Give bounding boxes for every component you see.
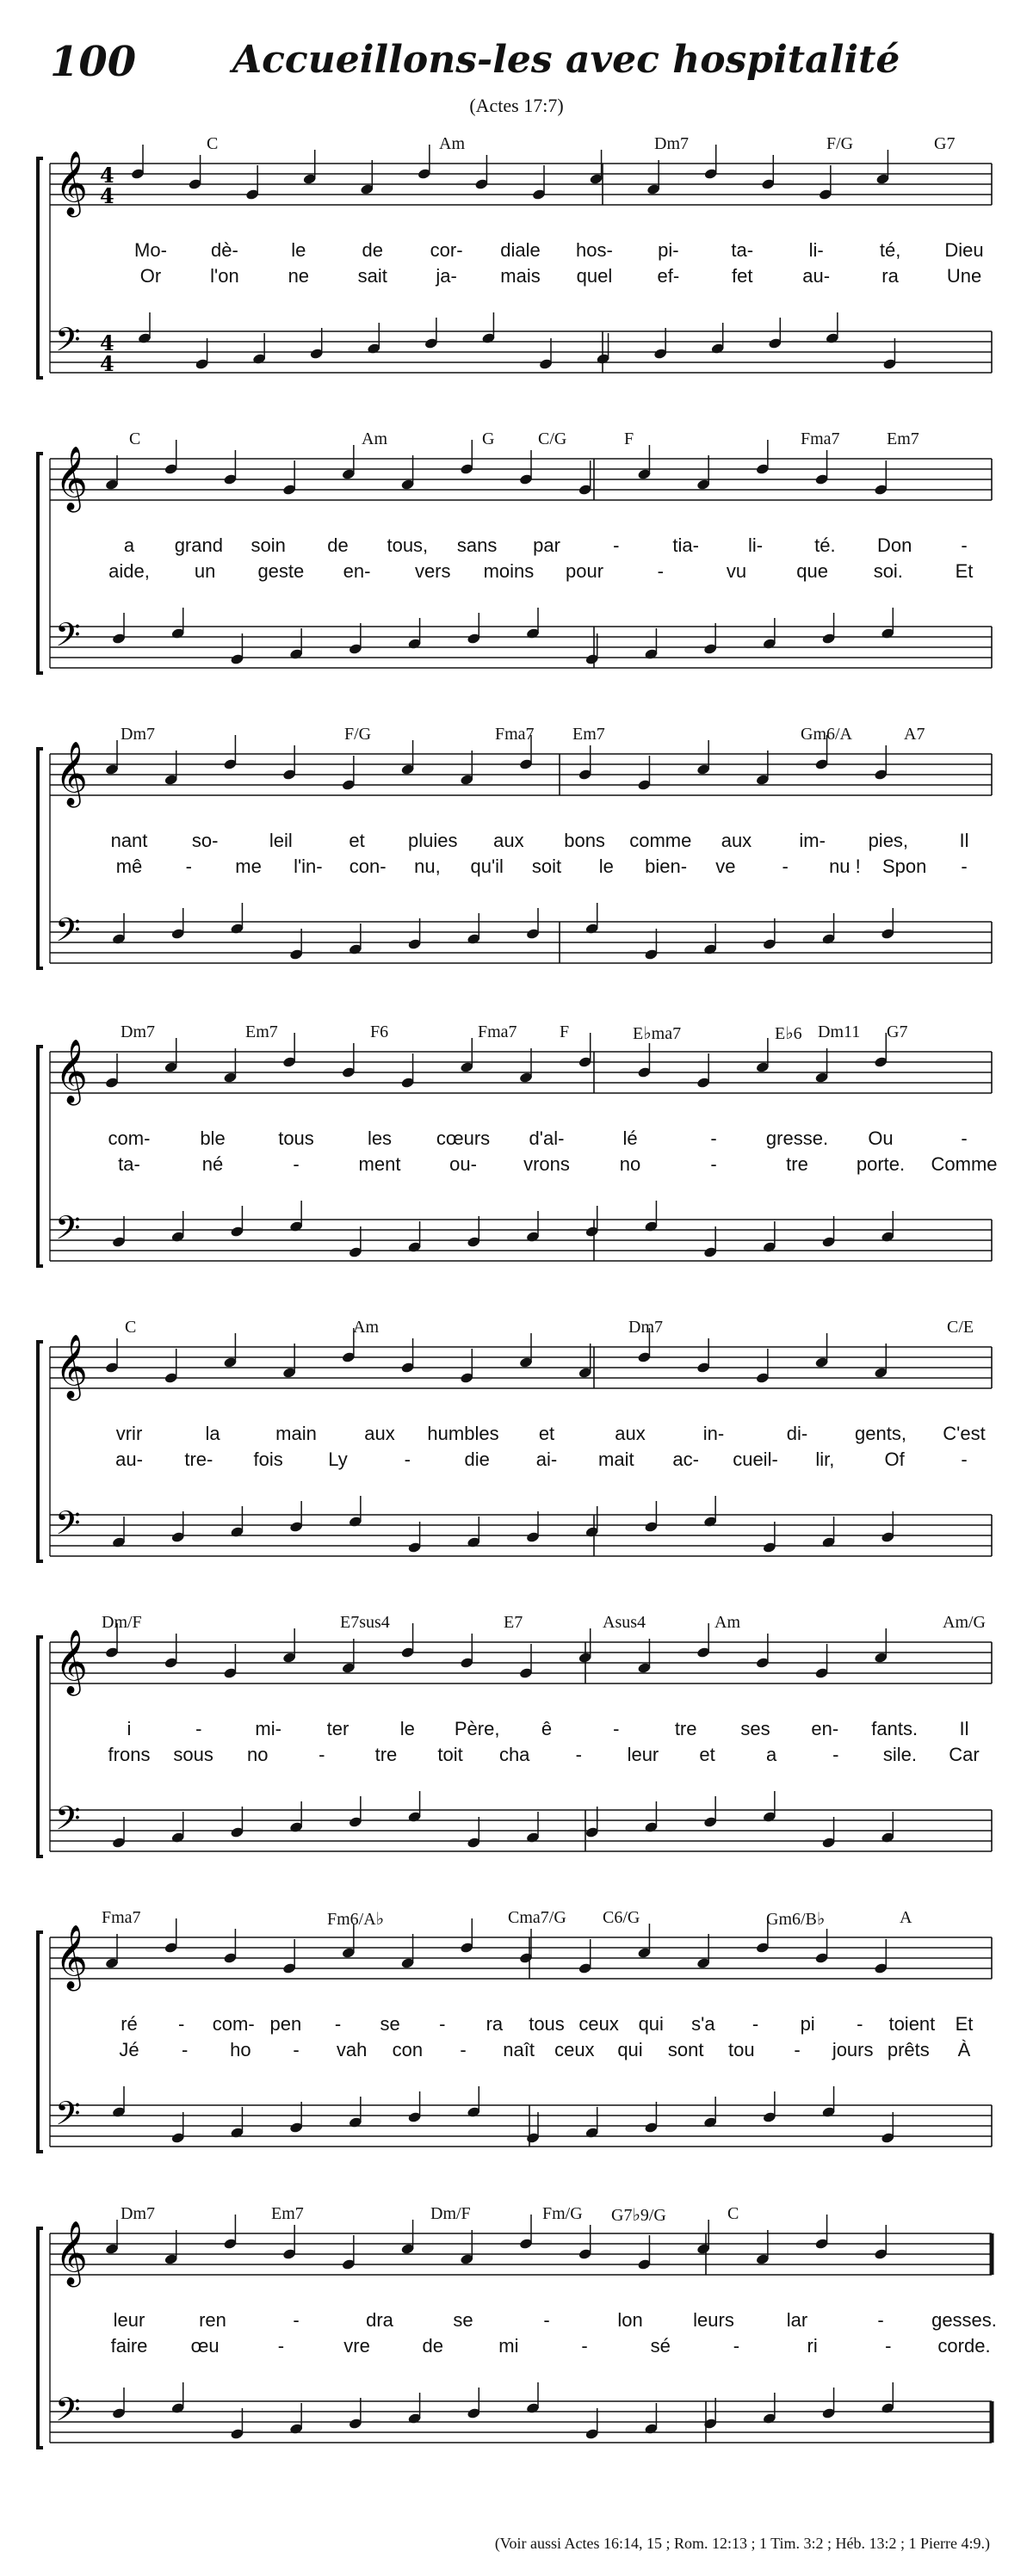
system-bracket <box>38 158 43 378</box>
lyric-syllable: tre <box>674 1718 697 1739</box>
lyric-syllable: cha <box>498 1744 530 1765</box>
chord-symbol: Em7 <box>572 725 605 744</box>
lyric-syllable: que <box>796 560 828 582</box>
music-system <box>0 129 1033 439</box>
chord-symbol: Am <box>362 429 387 448</box>
lyric-syllable: - <box>782 856 789 877</box>
lyric-syllable: tre <box>374 1744 398 1765</box>
lyric-syllable: li- <box>808 239 824 261</box>
time-sig-bottom: 4 <box>100 183 114 208</box>
lyric-syllable: ve <box>715 856 736 877</box>
lyric-syllable: ou- <box>449 1153 477 1175</box>
treble-clef-icon: 𝄞 <box>55 2221 88 2285</box>
lyric-syllable: Ou <box>868 1127 894 1149</box>
lyric-syllable: C'est <box>943 1423 986 1444</box>
chord-symbol: Gm6/B♭ <box>766 1910 826 1929</box>
lyric-syllable: leur <box>113 2309 145 2331</box>
time-sig-top: 4 <box>100 330 114 355</box>
lyric-syllable: - <box>277 2335 285 2357</box>
lyric-syllable: tous <box>278 1127 314 1149</box>
lyric-syllable: la <box>205 1423 220 1444</box>
lyric-syllable: - <box>185 856 192 877</box>
lyric-syllable: ta- <box>118 1153 140 1175</box>
lyric-syllable: soin <box>251 534 286 556</box>
lyric-syllable: di- <box>786 1423 808 1444</box>
lyric-syllable: sile. <box>882 1744 917 1765</box>
music-system <box>0 2199 1033 2509</box>
lyric-syllable: le <box>291 239 306 261</box>
lyric-syllable: dra <box>366 2309 393 2331</box>
chord-symbol: F/G <box>344 725 372 744</box>
time-sig-top: 4 <box>100 163 114 188</box>
lyric-syllable: pi <box>800 2013 815 2035</box>
system-bracket <box>38 1637 43 1856</box>
lyric-syllable: Comme <box>931 1153 998 1175</box>
chord-symbol: A <box>900 1908 912 1927</box>
lyric-syllable: gresse. <box>765 1127 829 1149</box>
lyric-syllable: - <box>293 2039 300 2060</box>
treble-clef-icon: 𝄞 <box>55 151 88 215</box>
chord-symbol: G7♭9/G <box>611 2206 666 2225</box>
lyric-syllable: mê <box>115 856 143 877</box>
lyric-syllable: ment <box>358 1153 401 1175</box>
chord-symbol: C <box>727 2204 739 2223</box>
chord-symbol: Am <box>439 134 465 153</box>
lyric-syllable: ho <box>230 2039 251 2060</box>
scripture-reference: (Actes 17:7) <box>469 95 564 116</box>
chord-symbol: F <box>560 1022 570 1041</box>
lyric-syllable: - <box>733 2335 740 2357</box>
bass-clef-icon: 𝄢 <box>55 1504 81 1550</box>
lyric-syllable: Jé <box>119 2039 139 2060</box>
music-system <box>0 1313 1033 1622</box>
chord-symbol: Fma7 <box>801 429 840 448</box>
lyric-syllable: aux <box>364 1423 395 1444</box>
lyric-syllable: comme <box>629 830 692 851</box>
lyric-syllable: ceux <box>578 2013 619 2035</box>
lyric-syllable: porte. <box>856 1153 906 1175</box>
lyric-syllable: né <box>201 1153 224 1175</box>
lyric-syllable: Or <box>139 265 162 287</box>
chord-symbol: Em7 <box>887 429 919 448</box>
lyric-syllable: - <box>319 1744 325 1765</box>
lyric-syllable: faire <box>110 2335 148 2357</box>
lyric-syllable: tou <box>728 2039 755 2060</box>
lyric-syllable: Et <box>955 560 974 582</box>
lyric-syllable: de <box>422 2335 443 2357</box>
lyric-syllable: Et <box>955 2013 974 2035</box>
lyric-syllable: no <box>246 1744 269 1765</box>
lyric-syllable: Don <box>876 534 912 556</box>
lyric-syllable: con- <box>349 856 387 877</box>
lyric-syllable: - <box>794 2039 801 2060</box>
bass-clef-icon: 𝄢 <box>55 615 81 662</box>
chord-symbol: F6 <box>370 1022 389 1041</box>
lyric-syllable: - <box>181 2039 189 2060</box>
lyric-syllable: moins <box>483 560 535 582</box>
lyric-syllable: - <box>710 1153 717 1175</box>
chord-symbol: C6/G <box>603 1908 640 1927</box>
lyric-syllable: - <box>293 1153 300 1175</box>
lyric-syllable: Of <box>884 1449 905 1470</box>
chord-symbol: Am <box>714 1613 740 1632</box>
chord-symbol: E♭ma7 <box>633 1024 682 1043</box>
chord-symbol: Dm11 <box>818 1022 861 1041</box>
lyric-syllable: qui <box>617 2039 643 2060</box>
lyric-syllable: dè- <box>211 239 238 261</box>
lyric-syllable: pies, <box>868 830 909 851</box>
treble-clef-icon: 𝄞 <box>55 1630 88 1694</box>
lyric-syllable: nu ! <box>829 856 861 877</box>
lyric-syllable: vah <box>336 2039 368 2060</box>
lyric-syllable: té, <box>879 239 901 261</box>
lyric-syllable: aux <box>721 830 752 851</box>
lyric-syllable: Spon <box>882 856 927 877</box>
chord-symbol: G <box>482 429 495 448</box>
lyric-syllable: au- <box>115 1449 143 1470</box>
lyric-syllable: leur <box>627 1744 659 1765</box>
system-bracket <box>38 1932 43 2152</box>
lyric-syllable: - <box>613 534 620 556</box>
lyric-syllable: sont <box>667 2039 704 2060</box>
lyric-syllable: Père, <box>454 1718 500 1739</box>
lyric-syllable: Dieu <box>944 239 984 261</box>
lyric-syllable: diale <box>500 239 541 261</box>
lyric-syllable: - <box>961 1127 968 1149</box>
chord-symbol: Dm7 <box>121 2204 155 2223</box>
treble-clef-icon: 𝄞 <box>55 1925 88 1989</box>
lyric-syllable: - <box>177 2013 185 2035</box>
chord-symbol: Em7 <box>245 1022 278 1041</box>
chord-symbol: Am <box>353 1318 379 1337</box>
chord-symbol: G7 <box>887 1022 908 1041</box>
lyric-syllable: pluies <box>407 830 458 851</box>
lyric-syllable: ta- <box>731 239 754 261</box>
lyric-syllable: le <box>598 856 614 877</box>
chord-symbol: Fma7 <box>478 1022 517 1041</box>
music-system <box>0 1608 1033 1918</box>
lyric-syllable: Il <box>959 830 969 851</box>
lyric-syllable: a <box>766 1744 777 1765</box>
chord-symbol: C <box>129 429 141 448</box>
lyric-syllable: im- <box>799 830 826 851</box>
lyric-syllable: main <box>275 1423 317 1444</box>
system-bracket <box>38 1342 43 1561</box>
lyric-syllable: vrons <box>523 1153 570 1175</box>
chord-symbol: Gm6/A <box>801 725 852 744</box>
footnote: (Voir aussi Actes 16:14, 15 ; Rom. 12:13 ; 1 Tim. 3:2 ; Héb. 13:2 ; 1 Pierre 4:9.) <box>494 2535 990 2552</box>
lyric-syllable: tre <box>786 1153 808 1175</box>
lyric-syllable: sous <box>173 1744 213 1765</box>
lyric-syllable: pen <box>269 2013 302 2035</box>
lyric-syllable: ne <box>288 265 310 287</box>
lyric-syllable: tre- <box>184 1449 213 1470</box>
lyric-syllable: con <box>392 2039 424 2060</box>
lyric-syllable: cor- <box>430 239 463 261</box>
lyric-syllable: l'on <box>210 265 239 287</box>
lyric-syllable: sé <box>650 2335 671 2357</box>
staff-svg <box>0 720 1033 995</box>
lyric-syllable: - <box>543 2309 550 2331</box>
lyric-syllable: nu, <box>414 856 441 877</box>
lyric-syllable: par <box>533 534 560 556</box>
lyric-syllable: - <box>857 2013 863 2035</box>
chord-symbol: Asus4 <box>603 1613 646 1632</box>
system-bracket <box>38 749 43 968</box>
lyric-syllable: soit <box>531 856 562 877</box>
system-bracket <box>38 1047 43 1266</box>
lyric-syllable: mait <box>598 1449 634 1470</box>
lyric-syllable: Une <box>946 265 982 287</box>
lyric-syllable: - <box>961 534 968 556</box>
lyric-syllable: ter <box>326 1718 349 1739</box>
lyric-syllable: com- <box>212 2013 255 2035</box>
lyric-syllable: tia- <box>672 534 699 556</box>
lyric-syllable: die <box>464 1449 490 1470</box>
lyric-syllable: Ly <box>328 1449 348 1470</box>
lyric-syllable: fants. <box>871 1718 919 1739</box>
lyric-syllable: toient <box>888 2013 936 2035</box>
lyric-syllable: té. <box>814 534 836 556</box>
lyric-syllable: soi. <box>873 560 903 582</box>
music-system <box>0 1017 1033 1327</box>
chord-symbol: Dm7 <box>628 1318 663 1337</box>
lyric-syllable: À <box>957 2039 971 2060</box>
lyric-syllable: ai- <box>535 1449 558 1470</box>
lyric-syllable: se <box>380 2013 400 2035</box>
lyric-syllable: cœurs <box>436 1127 491 1149</box>
lyric-syllable: ê <box>541 1718 553 1739</box>
lyric-syllable: mi- <box>255 1718 281 1739</box>
lyric-syllable: - <box>832 1744 839 1765</box>
treble-clef-icon: 𝄞 <box>55 742 88 806</box>
lyric-syllable: mais <box>500 265 541 287</box>
chord-symbol: F <box>624 429 634 448</box>
lyric-syllable: - <box>961 1449 968 1470</box>
lyric-syllable: un <box>194 560 216 582</box>
bass-clef-icon: 𝄢 <box>55 1208 81 1255</box>
lyric-syllable: tous <box>529 2013 565 2035</box>
lyric-syllable: geste <box>257 560 305 582</box>
song-title: Accueillons-les avec hospitalité <box>232 38 900 82</box>
lyric-syllable: en- <box>811 1718 839 1739</box>
lyric-syllable: - <box>404 1449 411 1470</box>
lyric-syllable: d'al- <box>529 1127 565 1149</box>
lyric-syllable: les <box>367 1127 393 1149</box>
lyric-syllable: li- <box>747 534 764 556</box>
lyric-syllable: s'a <box>691 2013 715 2035</box>
lyric-syllable: naît <box>503 2039 535 2060</box>
lyric-syllable: et <box>349 830 365 851</box>
lyric-syllable: - <box>334 2013 342 2035</box>
lyric-syllable: le <box>399 1718 415 1739</box>
lyric-syllable: lé <box>622 1127 638 1149</box>
lyric-syllable: Il <box>959 1718 969 1739</box>
lyric-syllable: ren <box>199 2309 226 2331</box>
lyric-syllable: - <box>877 2309 884 2331</box>
music-system <box>0 1903 1033 2213</box>
lyric-syllable: au- <box>802 265 831 287</box>
chord-symbol: Dm7 <box>121 725 155 744</box>
lyric-syllable: l'in- <box>294 856 323 877</box>
lyric-syllable: ef- <box>657 265 680 287</box>
lyric-syllable: - <box>439 2013 446 2035</box>
lyric-syllable: fois <box>253 1449 283 1470</box>
chord-symbol: F/G <box>826 134 854 153</box>
lyric-syllable: aide, <box>108 560 150 582</box>
lyric-syllable: humbles <box>427 1423 499 1444</box>
lyric-syllable: sans <box>456 534 498 556</box>
song-header <box>0 0 1033 116</box>
lyric-syllable: et <box>699 1744 715 1765</box>
time-sig-bottom: 4 <box>100 351 114 376</box>
system-bracket <box>38 2228 43 2448</box>
lyric-syllable: qui <box>638 2013 664 2035</box>
treble-clef-icon: 𝄞 <box>55 447 88 510</box>
chord-symbol: Em7 <box>271 2204 304 2223</box>
lyric-syllable: - <box>752 2013 759 2035</box>
lyric-syllable: gesses. <box>931 2309 997 2331</box>
bass-clef-icon: 𝄢 <box>55 1799 81 1845</box>
lyric-syllable: pour <box>566 560 604 582</box>
bass-clef-icon: 𝄢 <box>55 2094 81 2140</box>
lyric-syllable: sait <box>357 265 387 287</box>
lyric-syllable: aux <box>615 1423 646 1444</box>
chord-symbol: G7 <box>934 134 956 153</box>
lyric-syllable: so- <box>191 830 219 851</box>
song-number: 100 <box>50 38 137 86</box>
music-system <box>0 424 1033 734</box>
lyric-syllable: se <box>453 2309 473 2331</box>
lyric-syllable: gents, <box>855 1423 906 1444</box>
lyric-syllable: jours <box>832 2039 874 2060</box>
chord-symbol: C <box>125 1318 137 1337</box>
lyric-syllable: en- <box>343 560 371 582</box>
lyric-syllable: vre <box>343 2335 370 2357</box>
chord-symbol: C <box>207 134 219 153</box>
chord-symbol: E7 <box>504 1613 523 1632</box>
lyric-syllable: toit <box>437 1744 463 1765</box>
lyric-syllable: vrir <box>115 1423 143 1444</box>
chord-symbol: Dm7 <box>654 134 689 153</box>
lyric-syllable: prêts <box>887 2039 930 2060</box>
lyric-syllable: quel <box>576 265 613 287</box>
lyric-syllable: de <box>362 239 383 261</box>
lyric-syllable: ceux <box>554 2039 595 2060</box>
chord-symbol: Dm/F <box>102 1613 142 1632</box>
lyric-syllable: ja- <box>436 265 457 287</box>
lyric-syllable: leurs <box>693 2309 734 2331</box>
lyric-syllable: de <box>327 534 349 556</box>
lyric-syllable: bien- <box>645 856 688 877</box>
lyric-syllable: vu <box>726 560 747 582</box>
music-system <box>0 720 1033 1029</box>
lyric-syllable: hos- <box>576 239 613 261</box>
lyric-syllable: lir, <box>815 1449 835 1470</box>
lyric-syllable: - <box>581 2335 588 2357</box>
lyric-syllable: me <box>235 856 262 877</box>
lyric-syllable: - <box>460 2039 467 2060</box>
bass-clef-icon: 𝄢 <box>55 2390 81 2437</box>
chord-symbol: E♭6 <box>775 1024 802 1043</box>
lyric-syllable: ses <box>740 1718 770 1739</box>
lyric-syllable: tous, <box>387 534 429 556</box>
lyric-syllable: i <box>127 1718 132 1739</box>
chord-symbol: E7sus4 <box>340 1613 390 1632</box>
lyric-syllable: lon <box>617 2309 643 2331</box>
treble-clef-icon: 𝄞 <box>55 1040 88 1103</box>
lyric-syllable: leil <box>269 830 293 851</box>
lyric-syllable: ble <box>200 1127 226 1149</box>
system-bracket <box>38 454 43 673</box>
treble-clef-icon: 𝄞 <box>55 1335 88 1399</box>
lyric-syllable: - <box>710 1127 717 1149</box>
lyric-syllable: no <box>619 1153 641 1175</box>
lyric-syllable: grand <box>174 534 223 556</box>
chord-symbol: Dm7 <box>121 1022 155 1041</box>
lyric-syllable: pi- <box>658 239 679 261</box>
lyric-syllable: - <box>293 2309 300 2331</box>
lyric-syllable: - <box>657 560 664 582</box>
chord-symbol: Fm/G <box>542 2204 583 2223</box>
lyric-syllable: mi <box>498 2335 519 2357</box>
lyric-syllable: vers <box>414 560 451 582</box>
lyric-syllable: frons <box>108 1744 151 1765</box>
lyric-syllable: - <box>575 1744 582 1765</box>
lyric-syllable: fet <box>732 265 753 287</box>
lyric-syllable: ri <box>807 2335 818 2357</box>
chord-symbol: A7 <box>904 725 925 744</box>
lyric-syllable: bons <box>564 830 605 851</box>
lyric-syllable: - <box>195 1718 202 1739</box>
lyric-syllable: - <box>613 1718 620 1739</box>
lyric-syllable: a <box>123 534 135 556</box>
chord-symbol: Fm6/A♭ <box>327 1910 385 1929</box>
bass-clef-icon: 𝄢 <box>55 320 81 367</box>
chord-symbol: Fma7 <box>102 1908 141 1927</box>
lyric-syllable: ré <box>121 2013 138 2035</box>
lyric-syllable: qu'il <box>470 856 504 877</box>
staff-svg <box>0 1313 1033 1588</box>
lyric-syllable: cueil- <box>733 1449 778 1470</box>
lyric-syllable: - <box>885 2335 892 2357</box>
lyric-syllable: et <box>538 1423 555 1444</box>
chord-symbol: Fma7 <box>495 725 535 744</box>
lyric-syllable: Mo- <box>134 239 167 261</box>
chord-symbol: Am/G <box>943 1613 986 1632</box>
lyric-syllable: ra <box>881 265 899 287</box>
lyric-syllable: Car <box>949 1744 980 1765</box>
chord-symbol: C/G <box>538 429 567 448</box>
lyric-syllable: corde. <box>937 2335 991 2357</box>
lyric-syllable: com- <box>108 1127 151 1149</box>
lyric-syllable: aux <box>493 830 524 851</box>
lyric-syllable: - <box>961 856 968 877</box>
lyric-syllable: ra <box>486 2013 504 2035</box>
chord-symbol: Cma7/G <box>508 1908 566 1927</box>
lyric-syllable: lar <box>786 2309 808 2331</box>
lyric-syllable: ac- <box>672 1449 699 1470</box>
lyric-syllable: nant <box>110 830 148 851</box>
chord-symbol: Dm/F <box>430 2204 471 2223</box>
chord-symbol: C/E <box>947 1318 974 1337</box>
lyric-syllable: in- <box>702 1423 725 1444</box>
lyric-syllable: œu <box>190 2335 220 2357</box>
bass-clef-icon: 𝄢 <box>55 911 81 957</box>
